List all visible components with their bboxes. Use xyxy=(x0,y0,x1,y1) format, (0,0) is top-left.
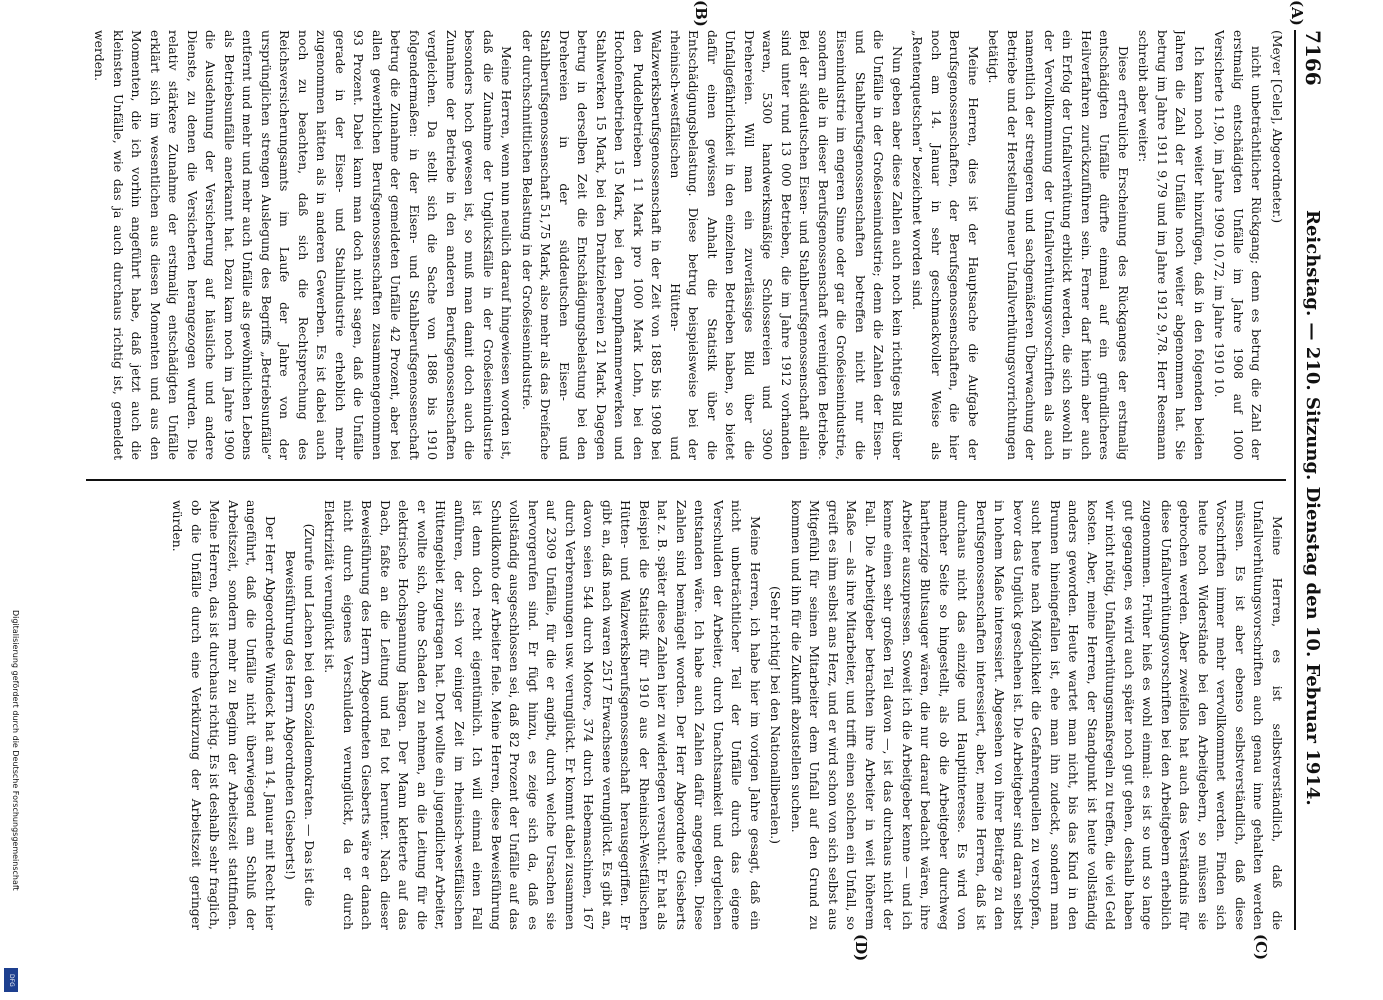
paragraph: Nun geben aber diese Zahlen auch noch kein richtiges Bild über die Unfälle in der Großeisenindustrie; denn die Zahlen der Eisen- und Stahlberufsgenossenschaften betreffen nicht nur die Eisenindustrie im engeren Sinne oder gar die Großeisenindustrie, sondern alle in dieser Berufsgenossenschaft vereinigten Betriebe. Bei der süddeutschen Eisen- und Stahlberufsgenossenschaft allein sind unter rund 13 000 Betrieben, die im Jahre 1912 vorhanden waren, 5300 handwerksmäßige Schlossereien und 3900 Drehereien. Will man ein zuverlässiges Bild über die Unfallgefährlichkeit in den einzelnen Betrieben haben, so bietet dafür einen gewissen Anhalt die Statistik über die Entschädigungsbelastung. Diese betrug beispielsweise bei der rheinisch-westfälischen Hütten- und Walzwerksberufsgenossenschaft in der Zeit von 1885 bis 1908 bei den Puddelbetrieben 11 Mark pro 1000 Mark Lohn, bei den Hochofenbetrieben 15 Mark, bei den Dampfhammerwerken und Stahlwerken 15 Mark, bei den Drahtziehereien 21 Mark. Dagegen betrug in derselben Zeit die Entschädigungsbelastung bei den Drehereien in der süddeutschen Eisen- und Stahlberufsgenossenschaft 51,75 Mark, also mehr als das Dreifache der durchschnittlichen Belastung in der Großeisenindustrie. xyxy=(520,30,905,460)
page-header xyxy=(1294,30,1330,930)
margin-marker-c: (C) xyxy=(1252,934,1270,961)
paragraph: Meine Herren, es ist selbstverständlich, daß die Unfallverhütungsvorschriften auch genau inne gehalten werden müssen. Es ist aber ebenso selbstverständlich, daß diese Vorschriften immer mehr vervollkommnet werden. Finden sich heute noch Widerstände bei den Arbeitgebern, so müssen sie gebrochen werden. Aber zweifellos hat auch das Verständnis für diese Unfallverhütungsvorschriften bei den Arbeitgebern erheblich zugenommen. Früher hieß es wohl einmal: es ist so und so lange gut gegangen, es wird auch später noch gut gehen, deshalb haben wir nicht nötig, Unfallverhütungsmaßregeln zu treffen, die viel Geld kosten. Aber, meine Herren, der Standpunkt ist heute vollständig anders geworden. Heute wartet man nicht, bis das Kind in den Brunnen hineingefallen ist, ehe man ihn zudeckt, sondern man sucht heute nach Möglichkeit die Gefahrenquellen zu verstopfen, bevor das Unglück geschehen ist. Die Arbeitgeber sind daran selbst in hohem Maße interessiert. Abgesehen von ihrer Beiträge zu den Berufsgenossenschaften interessiert, aber, meine Herren, daß ist durchaus nicht das einzige und Hauptinteresse. Es wird von mancher Seite so hingestellt, als ob die Arbeitgeber durchweg hartherzige Blutsauger wären, die nur darauf bedacht wären, ihre Arbeiter auszupressen. Soweit ich die Arbeitgeber kenne — und ich kenne einen sehr großen Teil davon —, ist das durchaus nicht der Fall. Die Arbeitgeber betrachten ihre Arbeiter in weit höherem Maße — als ihre Mitarbeiter, und trifft einen solchen ein Unfall, so greift es ihm selbst ans Herz, und er wird schon von sich selbst aus Mitgefühl für seinen Mitarbeiter dem Unfall auf den Grund zu kommen und ihn für die Zukunft abzustellen suchen. xyxy=(789,500,1285,930)
digitization-credit xyxy=(4,610,24,990)
dfg-logo-icon: DFG xyxy=(4,968,18,992)
credit-text: Digitalisierung gefördert durch die Deutsche Forschungsgemeinschaft xyxy=(11,610,20,891)
interjection: (Sehr richtig! bei den Nationalliberalen.) xyxy=(768,586,784,844)
paragraph: Meine Herren, dies ist der Hauptsache die Aufgabe der Berufsgenossenschaften, der Berufsgenossenschaften, die hier noch am 14. Januar in sehr geschmackvoller Weise als „Rentenquetschen“ bezeichnet worden sind. xyxy=(910,30,981,460)
left-column xyxy=(86,30,1286,460)
paragraph: Der Herr Abgeordnete Windeck hat am 14. Januar mit Recht hier angeführt, daß die Unfälle nicht überwiegend am Schluß der Arbeitszeit, sondern mehr zu Beginn der Arbeitszeit stattfinden. Meine Herren, das ist durchaus richtig. Es ist deshalb sehr fraglich, ob die Unfälle durch eine Verkürzung der Arbeitszeit geringer würden. xyxy=(170,500,278,930)
right-column xyxy=(86,500,1286,930)
column-divider xyxy=(86,479,1286,481)
paragraph: Meine Herren, wenn nun neulich darauf hingewiesen worden ist, daß die Zunahme der Unglücksfälle in der Großeisenindustrie besonders hoch gewesen ist, so muß man damit doch auch die Zunahme der Betriebe in den anderen Berufsgenossenschaften vergleichen. Da stellt sich die Sache von 1886 bis 1910 folgendermaßen: in der Eisen- und Stahlberufsgenossenschaft betrug die Zunahme der gemeldeten Unfälle 42 Prozent, aber bei allen gewerblichen Berufsgenossenschaften zusammengenommen 93 Prozent. Dabei kann man doch nicht sagen, daß die Unfälle gerade in der Eisen- und Stahlindustrie erheblich mehr zugenommen hätten als in anderen Gewerben. Es ist dabei auch noch zu beachten, daß sich die Rechtsprechung des Reichsversicherungsamts im Laufe der Jahre von der ursprünglichen strengen Auslegung des Begriffs „Betriebsunfälle“ entfernt und mehr und mehr auch Unfälle als gewöhnlichen Lebens als Betriebsunfälle anerkannt hat. Dazu kam noch im Jahre 1900 die Ausdehnung der Versicherung auf häusliche und andere Dienste, zu denen die Versicherten herangezogen wurden. Die relativ stärkere Zunahme der erstmalig entschädigten Unfälle erklärt sich im wesentlichen aus diesen Momenten und aus den Momenten, die ich vorhin angeführt habe, daß jetzt auch die kleinsten Unfälle, wie das ja auch durchaus richtig ist, gemeldet werden. xyxy=(92,30,515,460)
margin-marker-b: (B) xyxy=(692,0,710,27)
page-number: 7166 xyxy=(1301,30,1325,86)
paragraph: Meine Herren, ich habe hier im vorigen Jahre gesagt, daß ein nicht unbeträchtlicher Teil der Unfälle durch das eigene Verschulden der Arbeiter, durch Unachtsamkeit und dergleichen entstanden wäre. Ich habe auch Zahlen dafür angegeben. Diese Zahlen sind bemängelt worden. Der Herr Abgeordnete Giesberts hat z. B. später diese Zahlen hier zu widerlegen versucht. Er hat als Beispiel die Statistik für 1910 aus der Rheinisch-Westfälischen Hütten- und Walzwerksberufsgenossenschaft herausgegriffen. Er gibt an, daß nach waren 2517 Erwachsene verunglückt. Es gibt an, davon seien 544 durch Motore, 374 durch Hebemaschinen, 167 durch Verbrennungen usw. verunglückt. Er kommt dabei zusammen auf 2309 Unfälle, für die er angibt, durch welche Ursachen sie hervorgerufen sind. Er fügt hinzu, es zeige sich da, daß es vollständig ausgeschlossen sei, daß 82 Prozent der Unfälle auf das Schuldkonto der Arbeiter fiele. Meine Herren, diese Beweisführung ist denn doch recht eigentümlich. Ich will einmal einen Fall anführen, der sich vor einiger Zeit im rheinisch-westfälischen Hüttengebiet zugetragen hat. Dort wollte ein jugendlicher Arbeiter, er wollte sich, ohne Schaden zu nehmen, an die Leitung für die elektrische Hochspannung hängen. Der Mann kletterte auf das Dach, faßte an die Leitung und fiel tot herunter. Nach dieser Beweisführung des Herrn Abgeordneten Giesberts wäre er danach nicht durch eigenes Verschulden verunglückt, da er durch Elektrizität verunglückt ist. xyxy=(322,500,763,930)
paragraph: Ich kann noch weiter hinzufügen, daß in den folgenden beiden Jahren die Zahl der Unfälle noch weiter abgenommen hat. Sie betrug im Jahre 1911 9,79 und im Jahre 1912 9,78. Herr Reesmann schreibt aber weiter: xyxy=(1136,30,1207,460)
paragraph: Diese erfreuliche Erscheinung des Rückganges der erstmalig entschädigten Unfälle dürfte einmal auf ein gründlicheres Heilverfahren zurückzuführen sein. Ferner darf hierin aber auch ein Erfolg der Unfallverhütung erblickt werden, die sich sowohl in der Vervollkommnung der Unfallverhütungsvorschriften als auch namentlich der strengeren und sachgemäßeren Überwachung der Betriebe und der Herstellung neuer Unfallverhütungsvorrichtungen betätigt. xyxy=(986,30,1131,460)
paragraph: nicht unbeträchtlicher Rückgang; denn es betrug die Zahl der erstmalig entschädigten Unfälle im Jahre 1908 auf 1000 Versicherte 11,90, im Jahre 1909 10,72, im Jahre 1910 10. xyxy=(1212,30,1265,460)
rotated-page-content xyxy=(70,0,1330,962)
page-title: Reichstag. — 210. Sitzung. Dienstag den 10. Februar 1914. xyxy=(1302,210,1324,806)
speaker-line: (Meyer [Celle], Abgeordneter.) xyxy=(1270,30,1285,224)
margin-marker-a: (A) xyxy=(1288,0,1306,26)
interjection: (Zurufe und Lachen bei den Sozialdemokraten. — Das ist die Beweisführung des Herrn Abgeordneten Giesberts!) xyxy=(283,523,317,907)
margin-marker-d: (D) xyxy=(852,934,870,962)
